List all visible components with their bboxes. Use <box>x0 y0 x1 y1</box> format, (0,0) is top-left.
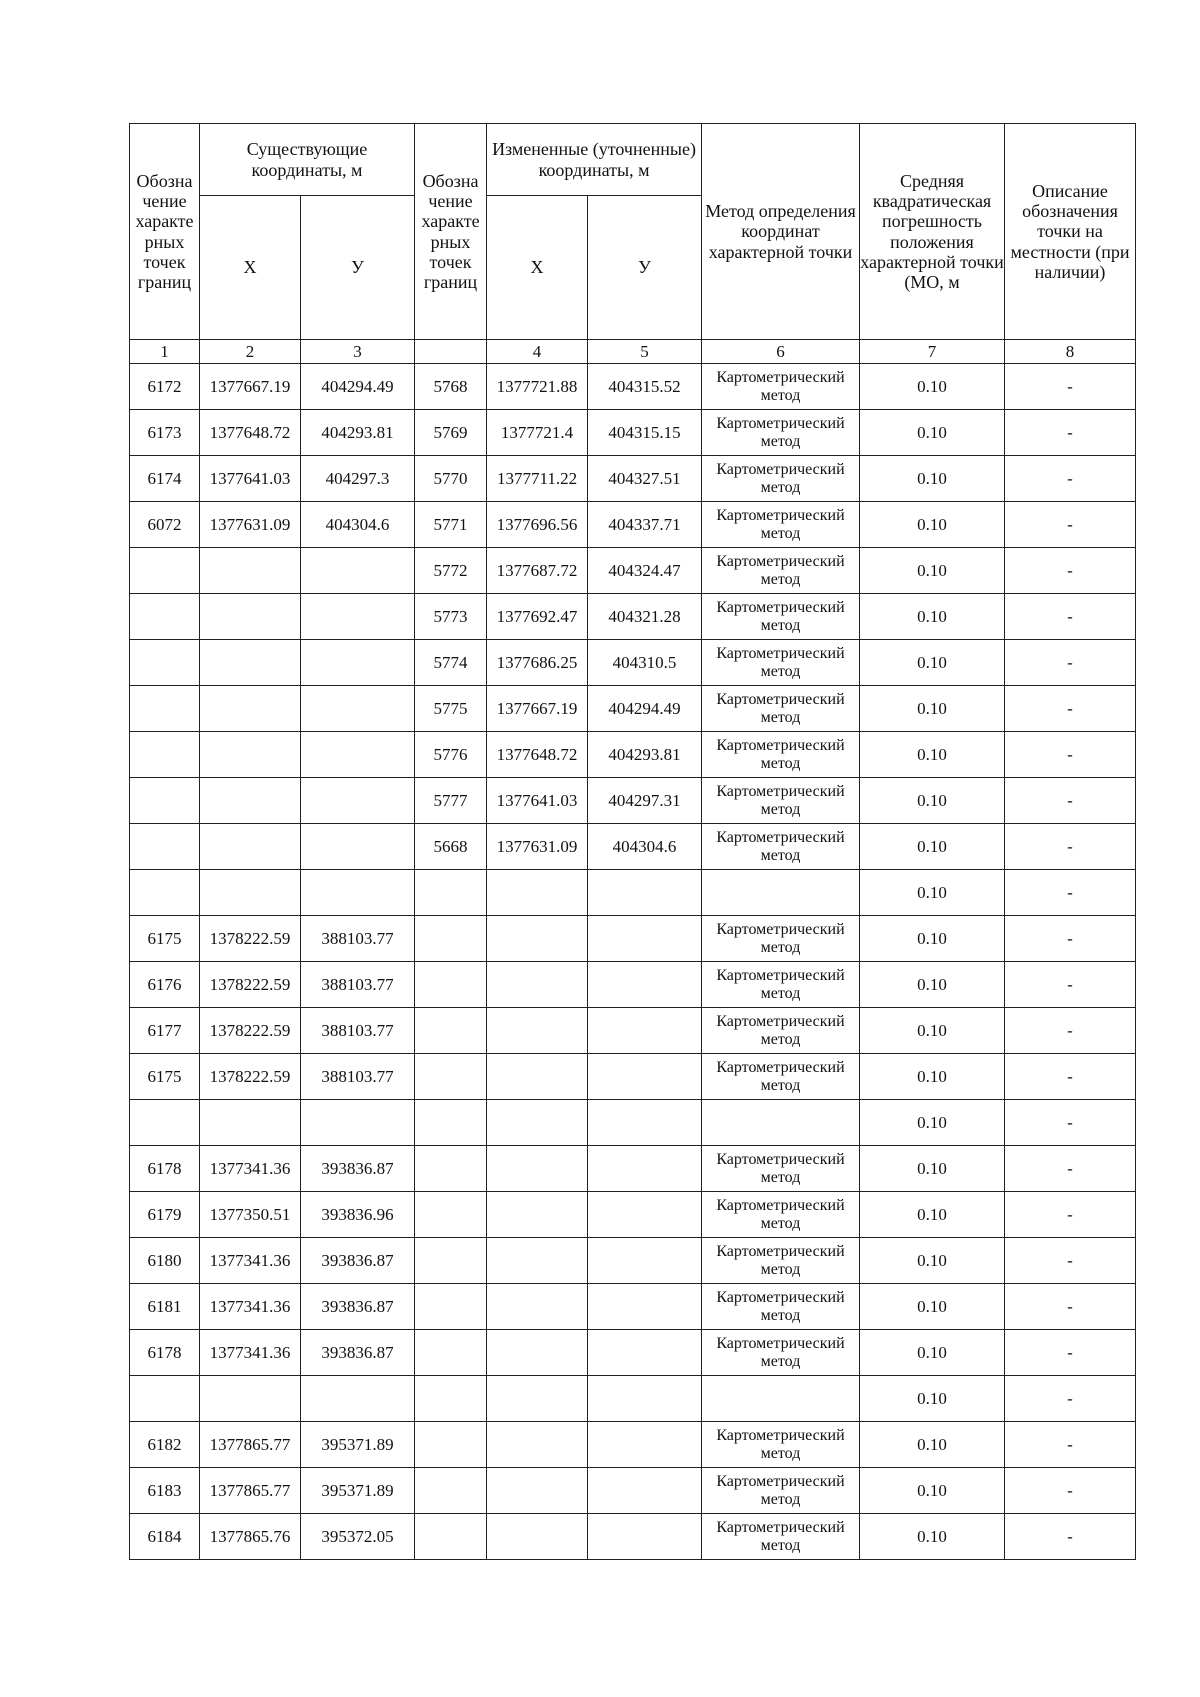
changed-x-cell <box>487 1284 588 1330</box>
changed-x-cell <box>487 1468 588 1514</box>
point-id-existing-cell: 6184 <box>130 1514 200 1560</box>
table-row <box>130 640 1136 686</box>
error-cell: 0.10 <box>860 1514 1005 1560</box>
changed-y-cell: 404294.49 <box>588 686 702 732</box>
table-row <box>130 870 1136 916</box>
error-cell: 0.10 <box>860 640 1005 686</box>
changed-x-cell: 1377648.72 <box>487 732 588 778</box>
existing-x-cell: 1377350.51 <box>200 1192 301 1238</box>
point-id-existing-cell <box>130 1100 200 1146</box>
column-number: 1 <box>130 340 200 364</box>
error-cell: 0.10 <box>860 686 1005 732</box>
changed-y-cell <box>588 1100 702 1146</box>
existing-y-cell <box>301 640 415 686</box>
existing-y-cell: 404293.81 <box>301 410 415 456</box>
description-cell: - <box>1005 962 1136 1008</box>
method-cell: Картометрический метод <box>702 962 860 1008</box>
method-cell: Картометрический метод <box>702 1468 860 1514</box>
changed-y-cell <box>588 916 702 962</box>
point-id-changed-cell <box>415 1330 487 1376</box>
point-id-changed-cell: 5772 <box>415 548 487 594</box>
changed-x-cell <box>487 1054 588 1100</box>
table-row <box>130 962 1136 1008</box>
method-cell <box>702 1100 860 1146</box>
changed-y-cell <box>588 1238 702 1284</box>
changed-x-cell <box>487 1146 588 1192</box>
description-cell: - <box>1005 778 1136 824</box>
method-cell: Картометрический метод <box>702 548 860 594</box>
description-cell: - <box>1005 1330 1136 1376</box>
changed-x-cell: 1377631.09 <box>487 824 588 870</box>
description-cell: - <box>1005 1284 1136 1330</box>
header-changed-x: Х <box>487 196 588 340</box>
existing-x-cell: 1377865.76 <box>200 1514 301 1560</box>
existing-y-cell: 404294.49 <box>301 364 415 410</box>
description-cell: - <box>1005 732 1136 778</box>
changed-y-cell: 404315.52 <box>588 364 702 410</box>
existing-x-cell: 1378222.59 <box>200 962 301 1008</box>
table-row <box>130 1100 1136 1146</box>
description-cell: - <box>1005 1468 1136 1514</box>
point-id-changed-cell: 5773 <box>415 594 487 640</box>
point-id-existing-cell: 6175 <box>130 916 200 962</box>
method-cell: Картометрический метод <box>702 456 860 502</box>
point-id-changed-cell: 5774 <box>415 640 487 686</box>
header-method: Метод определения координат характерной точки <box>702 124 860 340</box>
error-cell: 0.10 <box>860 1146 1005 1192</box>
error-cell: 0.10 <box>860 1330 1005 1376</box>
changed-y-cell: 404337.71 <box>588 502 702 548</box>
error-cell: 0.10 <box>860 410 1005 456</box>
changed-y-cell: 404327.51 <box>588 456 702 502</box>
error-cell: 0.10 <box>860 1376 1005 1422</box>
error-cell: 0.10 <box>860 1192 1005 1238</box>
existing-x-cell: 1377648.72 <box>200 410 301 456</box>
changed-y-cell <box>588 1422 702 1468</box>
column-number: 4 <box>487 340 588 364</box>
error-cell: 0.10 <box>860 1238 1005 1284</box>
existing-y-cell: 395372.05 <box>301 1514 415 1560</box>
changed-y-cell <box>588 1468 702 1514</box>
header-point-id-existing: Обозна чение характе рных точек границ <box>130 124 200 340</box>
table-row <box>130 1330 1136 1376</box>
column-number: 2 <box>200 340 301 364</box>
table-row <box>130 1376 1136 1422</box>
table-row <box>130 824 1136 870</box>
changed-x-cell <box>487 1330 588 1376</box>
description-cell: - <box>1005 870 1136 916</box>
existing-y-cell: 404297.3 <box>301 456 415 502</box>
changed-y-cell: 404324.47 <box>588 548 702 594</box>
existing-x-cell <box>200 870 301 916</box>
point-id-existing-cell: 6174 <box>130 456 200 502</box>
error-cell: 0.10 <box>860 1100 1005 1146</box>
point-id-changed-cell <box>415 1468 487 1514</box>
description-cell: - <box>1005 502 1136 548</box>
existing-y-cell: 388103.77 <box>301 1054 415 1100</box>
error-cell: 0.10 <box>860 1054 1005 1100</box>
changed-y-cell <box>588 1284 702 1330</box>
existing-y-cell <box>301 594 415 640</box>
existing-x-cell <box>200 686 301 732</box>
existing-x-cell: 1377341.36 <box>200 1238 301 1284</box>
point-id-existing-cell <box>130 732 200 778</box>
description-cell: - <box>1005 1422 1136 1468</box>
existing-y-cell <box>301 686 415 732</box>
header-changed-y: У <box>588 196 702 340</box>
point-id-changed-cell <box>415 870 487 916</box>
point-id-changed-cell: 5777 <box>415 778 487 824</box>
header-existing-x: Х <box>200 196 301 340</box>
error-cell: 0.10 <box>860 1284 1005 1330</box>
header-existing-coordinates: Существующие координаты, м <box>200 124 415 196</box>
changed-x-cell: 1377667.19 <box>487 686 588 732</box>
existing-y-cell: 388103.77 <box>301 916 415 962</box>
point-id-existing-cell <box>130 686 200 732</box>
point-id-existing-cell <box>130 594 200 640</box>
changed-y-cell <box>588 1054 702 1100</box>
description-cell: - <box>1005 686 1136 732</box>
point-id-existing-cell: 6178 <box>130 1330 200 1376</box>
existing-y-cell <box>301 824 415 870</box>
description-cell: - <box>1005 364 1136 410</box>
point-id-existing-cell: 6183 <box>130 1468 200 1514</box>
changed-x-cell: 1377686.25 <box>487 640 588 686</box>
error-cell: 0.10 <box>860 1468 1005 1514</box>
column-number: 6 <box>702 340 860 364</box>
table-row <box>130 778 1136 824</box>
point-id-existing-cell <box>130 640 200 686</box>
description-cell: - <box>1005 548 1136 594</box>
existing-y-cell <box>301 732 415 778</box>
method-cell: Картометрический метод <box>702 778 860 824</box>
point-id-existing-cell: 6175 <box>130 1054 200 1100</box>
existing-x-cell: 1378222.59 <box>200 916 301 962</box>
table-row <box>130 1422 1136 1468</box>
method-cell: Картометрический метод <box>702 1422 860 1468</box>
point-id-existing-cell <box>130 548 200 594</box>
description-cell: - <box>1005 1376 1136 1422</box>
column-number: 3 <box>301 340 415 364</box>
description-cell: - <box>1005 916 1136 962</box>
existing-x-cell <box>200 824 301 870</box>
existing-x-cell <box>200 640 301 686</box>
method-cell: Картометрический метод <box>702 1514 860 1560</box>
method-cell: Картометрический метод <box>702 1330 860 1376</box>
changed-y-cell <box>588 1514 702 1560</box>
changed-x-cell: 1377692.47 <box>487 594 588 640</box>
method-cell <box>702 870 860 916</box>
method-cell: Картометрический метод <box>702 686 860 732</box>
point-id-changed-cell: 5769 <box>415 410 487 456</box>
method-cell: Картометрический метод <box>702 1284 860 1330</box>
point-id-changed-cell <box>415 1146 487 1192</box>
description-cell: - <box>1005 824 1136 870</box>
point-id-changed-cell: 5768 <box>415 364 487 410</box>
changed-y-cell <box>588 870 702 916</box>
method-cell: Картометрический метод <box>702 502 860 548</box>
changed-x-cell <box>487 1192 588 1238</box>
changed-x-cell: 1377641.03 <box>487 778 588 824</box>
existing-x-cell: 1377641.03 <box>200 456 301 502</box>
point-id-existing-cell <box>130 870 200 916</box>
existing-x-cell <box>200 1100 301 1146</box>
point-id-changed-cell <box>415 1100 487 1146</box>
existing-x-cell: 1377865.77 <box>200 1422 301 1468</box>
existing-y-cell <box>301 1376 415 1422</box>
column-number <box>415 340 487 364</box>
changed-y-cell <box>588 1146 702 1192</box>
changed-x-cell <box>487 1422 588 1468</box>
existing-y-cell: 393836.87 <box>301 1330 415 1376</box>
error-cell: 0.10 <box>860 548 1005 594</box>
table-body <box>130 364 1136 1560</box>
existing-y-cell <box>301 548 415 594</box>
method-cell: Картометрический метод <box>702 1192 860 1238</box>
description-cell: - <box>1005 1514 1136 1560</box>
point-id-existing-cell: 6178 <box>130 1146 200 1192</box>
existing-x-cell <box>200 548 301 594</box>
method-cell: Картометрический метод <box>702 1008 860 1054</box>
existing-y-cell: 388103.77 <box>301 1008 415 1054</box>
point-id-changed-cell: 5776 <box>415 732 487 778</box>
error-cell: 0.10 <box>860 962 1005 1008</box>
point-id-existing-cell: 6180 <box>130 1238 200 1284</box>
description-cell: - <box>1005 456 1136 502</box>
header-point-id-changed: Обозна чение характе рных точек границ <box>415 124 487 340</box>
header-existing-y: У <box>301 196 415 340</box>
changed-y-cell <box>588 1192 702 1238</box>
existing-y-cell <box>301 1100 415 1146</box>
changed-x-cell <box>487 870 588 916</box>
point-id-changed-cell <box>415 1376 487 1422</box>
table-row <box>130 594 1136 640</box>
existing-y-cell: 393836.87 <box>301 1146 415 1192</box>
changed-y-cell: 404315.15 <box>588 410 702 456</box>
point-id-existing-cell: 6181 <box>130 1284 200 1330</box>
column-number: 8 <box>1005 340 1136 364</box>
point-id-changed-cell <box>415 1054 487 1100</box>
header-changed-coordinates: Измененные (уточненные) координаты, м <box>487 124 702 196</box>
table-row <box>130 1514 1136 1560</box>
error-cell: 0.10 <box>860 916 1005 962</box>
description-cell: - <box>1005 1008 1136 1054</box>
point-id-changed-cell <box>415 1238 487 1284</box>
existing-x-cell <box>200 594 301 640</box>
description-cell: - <box>1005 1238 1136 1284</box>
existing-y-cell: 393836.87 <box>301 1284 415 1330</box>
changed-x-cell: 1377696.56 <box>487 502 588 548</box>
method-cell: Картометрический метод <box>702 824 860 870</box>
method-cell: Картометрический метод <box>702 732 860 778</box>
point-id-existing-cell: 6173 <box>130 410 200 456</box>
column-number: 7 <box>860 340 1005 364</box>
point-id-changed-cell <box>415 1514 487 1560</box>
existing-y-cell: 404304.6 <box>301 502 415 548</box>
description-cell: - <box>1005 1146 1136 1192</box>
error-cell: 0.10 <box>860 870 1005 916</box>
header-description: Описание обозначения точки на местности (при наличии) <box>1005 124 1136 340</box>
coordinates-table <box>129 123 1136 1560</box>
error-cell: 0.10 <box>860 1422 1005 1468</box>
column-number-row <box>130 340 1136 364</box>
point-id-existing-cell <box>130 1376 200 1422</box>
method-cell: Картометрический метод <box>702 1238 860 1284</box>
point-id-changed-cell <box>415 1008 487 1054</box>
existing-y-cell: 395371.89 <box>301 1422 415 1468</box>
description-cell: - <box>1005 640 1136 686</box>
point-id-existing-cell: 6182 <box>130 1422 200 1468</box>
existing-x-cell <box>200 778 301 824</box>
changed-x-cell <box>487 1376 588 1422</box>
point-id-changed-cell: 5668 <box>415 824 487 870</box>
table-row <box>130 364 1136 410</box>
changed-x-cell <box>487 1514 588 1560</box>
method-cell: Картометрический метод <box>702 640 860 686</box>
table-row <box>130 410 1136 456</box>
changed-y-cell: 404304.6 <box>588 824 702 870</box>
point-id-existing-cell: 6177 <box>130 1008 200 1054</box>
table-row <box>130 686 1136 732</box>
existing-y-cell <box>301 870 415 916</box>
existing-x-cell: 1378222.59 <box>200 1008 301 1054</box>
changed-x-cell: 1377687.72 <box>487 548 588 594</box>
table-row <box>130 502 1136 548</box>
table-row <box>130 1054 1136 1100</box>
point-id-existing-cell: 6072 <box>130 502 200 548</box>
changed-y-cell: 404321.28 <box>588 594 702 640</box>
description-cell: - <box>1005 1054 1136 1100</box>
error-cell: 0.10 <box>860 502 1005 548</box>
changed-y-cell: 404310.5 <box>588 640 702 686</box>
changed-x-cell: 1377721.4 <box>487 410 588 456</box>
point-id-existing-cell: 6172 <box>130 364 200 410</box>
existing-y-cell: 393836.96 <box>301 1192 415 1238</box>
existing-x-cell <box>200 732 301 778</box>
existing-x-cell <box>200 1376 301 1422</box>
existing-x-cell: 1377341.36 <box>200 1146 301 1192</box>
existing-x-cell: 1377341.36 <box>200 1284 301 1330</box>
point-id-changed-cell <box>415 1284 487 1330</box>
point-id-changed-cell: 5771 <box>415 502 487 548</box>
changed-y-cell <box>588 962 702 1008</box>
table-row <box>130 1192 1136 1238</box>
column-number: 5 <box>588 340 702 364</box>
table-row <box>130 1468 1136 1514</box>
point-id-changed-cell: 5770 <box>415 456 487 502</box>
point-id-existing-cell <box>130 778 200 824</box>
point-id-changed-cell <box>415 1422 487 1468</box>
error-cell: 0.10 <box>860 594 1005 640</box>
description-cell: - <box>1005 594 1136 640</box>
point-id-changed-cell <box>415 916 487 962</box>
table-row <box>130 1146 1136 1192</box>
point-id-changed-cell: 5775 <box>415 686 487 732</box>
table-row <box>130 1008 1136 1054</box>
existing-y-cell: 388103.77 <box>301 962 415 1008</box>
description-cell: - <box>1005 1100 1136 1146</box>
changed-y-cell <box>588 1376 702 1422</box>
point-id-existing-cell <box>130 824 200 870</box>
table-row <box>130 1238 1136 1284</box>
header-mean-square-error: Средняя квадратическая погрешность положения характерной точки (МО, м <box>860 124 1005 340</box>
changed-y-cell: 404297.31 <box>588 778 702 824</box>
method-cell: Картометрический метод <box>702 364 860 410</box>
description-cell: - <box>1005 1192 1136 1238</box>
existing-y-cell: 395371.89 <box>301 1468 415 1514</box>
existing-x-cell: 1377667.19 <box>200 364 301 410</box>
existing-x-cell: 1378222.59 <box>200 1054 301 1100</box>
description-cell: - <box>1005 410 1136 456</box>
table-row <box>130 916 1136 962</box>
changed-y-cell <box>588 1330 702 1376</box>
point-id-existing-cell: 6176 <box>130 962 200 1008</box>
existing-y-cell <box>301 778 415 824</box>
existing-y-cell: 393836.87 <box>301 1238 415 1284</box>
error-cell: 0.10 <box>860 1008 1005 1054</box>
existing-x-cell: 1377341.36 <box>200 1330 301 1376</box>
table-row <box>130 548 1136 594</box>
changed-x-cell <box>487 962 588 1008</box>
changed-y-cell: 404293.81 <box>588 732 702 778</box>
point-id-changed-cell <box>415 1192 487 1238</box>
method-cell: Картометрический метод <box>702 594 860 640</box>
method-cell: Картометрический метод <box>702 410 860 456</box>
error-cell: 0.10 <box>860 364 1005 410</box>
table-row <box>130 732 1136 778</box>
existing-x-cell: 1377631.09 <box>200 502 301 548</box>
error-cell: 0.10 <box>860 778 1005 824</box>
changed-x-cell: 1377721.88 <box>487 364 588 410</box>
table-row <box>130 1284 1136 1330</box>
error-cell: 0.10 <box>860 732 1005 778</box>
method-cell: Картометрический метод <box>702 916 860 962</box>
method-cell: Картометрический метод <box>702 1054 860 1100</box>
point-id-existing-cell: 6179 <box>130 1192 200 1238</box>
changed-x-cell: 1377711.22 <box>487 456 588 502</box>
method-cell <box>702 1376 860 1422</box>
error-cell: 0.10 <box>860 824 1005 870</box>
changed-x-cell <box>487 1008 588 1054</box>
table-row <box>130 456 1136 502</box>
changed-x-cell <box>487 1238 588 1284</box>
changed-x-cell <box>487 916 588 962</box>
point-id-changed-cell <box>415 962 487 1008</box>
error-cell: 0.10 <box>860 456 1005 502</box>
method-cell: Картометрический метод <box>702 1146 860 1192</box>
existing-x-cell: 1377865.77 <box>200 1468 301 1514</box>
changed-y-cell <box>588 1008 702 1054</box>
changed-x-cell <box>487 1100 588 1146</box>
